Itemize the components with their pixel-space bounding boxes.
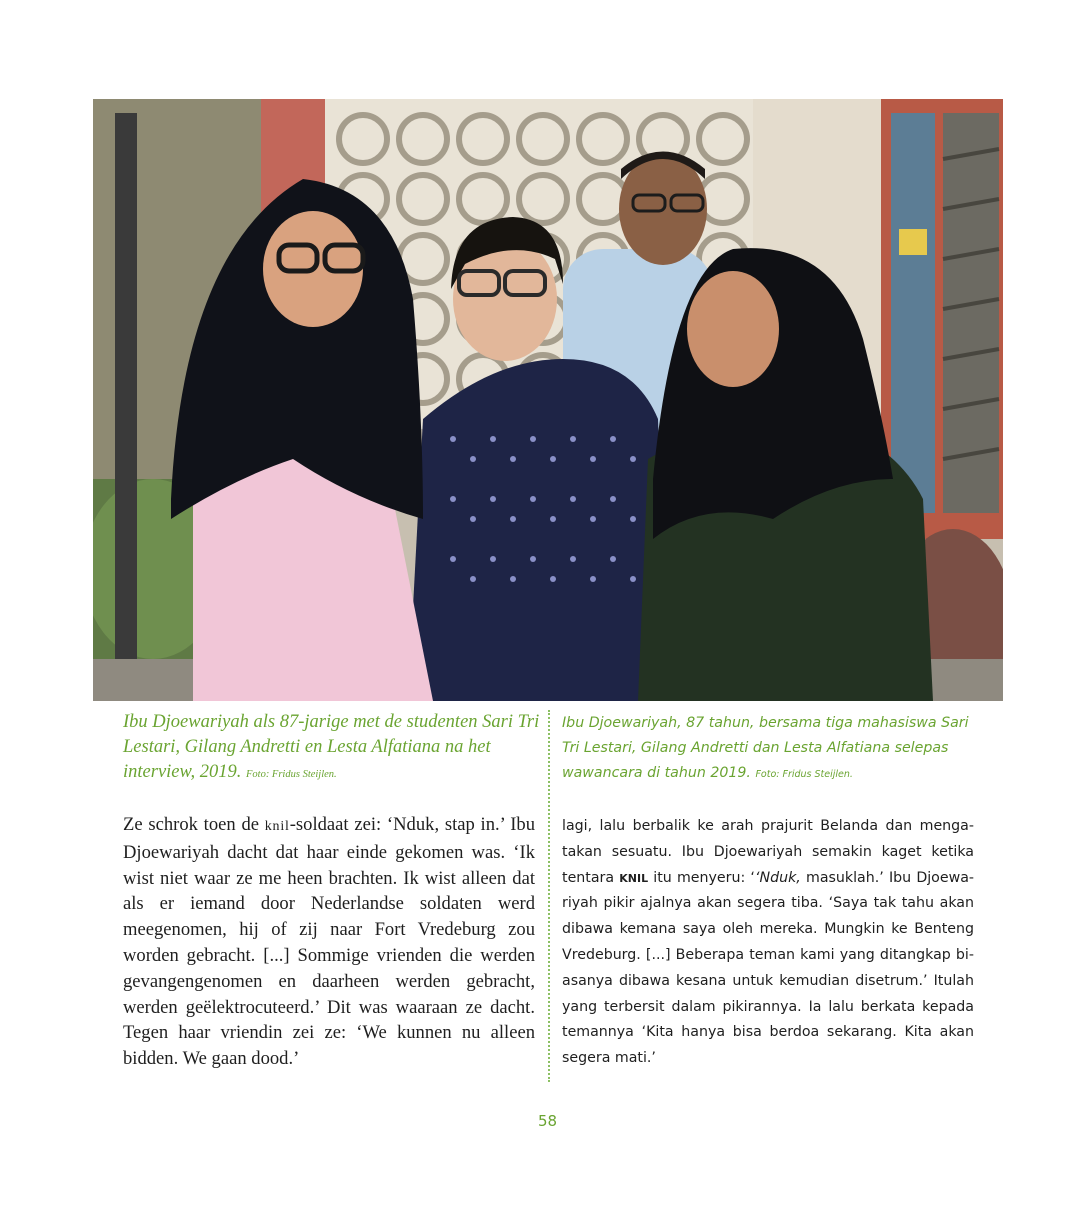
photo-caption-indonesian	[562, 711, 982, 787]
column-divider	[548, 710, 550, 1082]
body-dutch-part1: Ze schrok toen de	[123, 814, 265, 835]
body-text-indonesian	[562, 814, 974, 1072]
caption-indonesian-text: Ibu Djoewariyah, 87 tahun, bersama tiga mahasiswa Sari Tri Lestari, Gilang Andretti dan Lesta Alfatiana selepas wawancara di tahun 2019.	[562, 715, 969, 781]
body-indonesian-nduk: ‘Nduk,	[754, 869, 801, 886]
group-photo	[93, 99, 1003, 701]
body-indonesian-part2: itu menyeru: ‘	[648, 869, 755, 886]
page-number: 58	[537, 1112, 558, 1130]
photo-caption-dutch	[123, 710, 541, 787]
body-dutch-part2: -soldaat zei: ‘Nduk, stap in.’ Ibu Djoewariyah dacht dat haar einde gekomen was. ‘Ik wist niet waar ze me heen brachten. Ik wist alleen dat als er iemand door Nederlandse soldaten werd meegenomen, hij of zij naar Fort Vredeburg zou worden gebracht. [...] Sommige vrienden die werden gevangengenomen en daarheen werden gebracht, werden geëlektrocuteerd.’ Dit was waaraan ze dacht. Tegen haar vriendin zei ze: ‘We kunnen nu alleen bidden. We gaan dood.’	[123, 814, 535, 1070]
caption-dutch-text: Ibu Djoewariyah als 87-jarige met de studenten Sari Tri Lestari, Gilang Andretti en Lesta Alfatiana na het interview, 2019.	[123, 712, 540, 782]
body-text-dutch	[123, 812, 535, 1072]
body-indonesian-part1: lagi, lalu berbalik ke arah prajurit Belanda dan mengatakan sesuatu. Ibu Djoewariyah semakin kaget ketika tentara	[562, 818, 974, 886]
body-dutch-knil: knil	[264, 819, 290, 834]
caption-dutch-credit: Foto: Fridus Steijlen.	[245, 769, 337, 780]
body-indonesian-part3: masuklah.’ Ibu Djoewariyah pikir ajalnya akan segera tiba. ‘Saya tak tahu akan dibawa kemana saya oleh mereka. Mungkin ke Benteng Vredeburg. [...] Beberapa teman kami yang ditangkap biasanya dibawa kesana untuk kemudian disetrum.’ Itulah yang terbersit dalam pikirannya. Ia lalu berkata kepada temannya ‘Kita hanya bisa berdoa sekarang. Kita akan segera mati.’	[562, 869, 975, 1067]
caption-indonesian-credit: Foto: Fridus Steijlen.	[755, 769, 853, 780]
body-indonesian-knil: KNIL	[619, 871, 649, 885]
